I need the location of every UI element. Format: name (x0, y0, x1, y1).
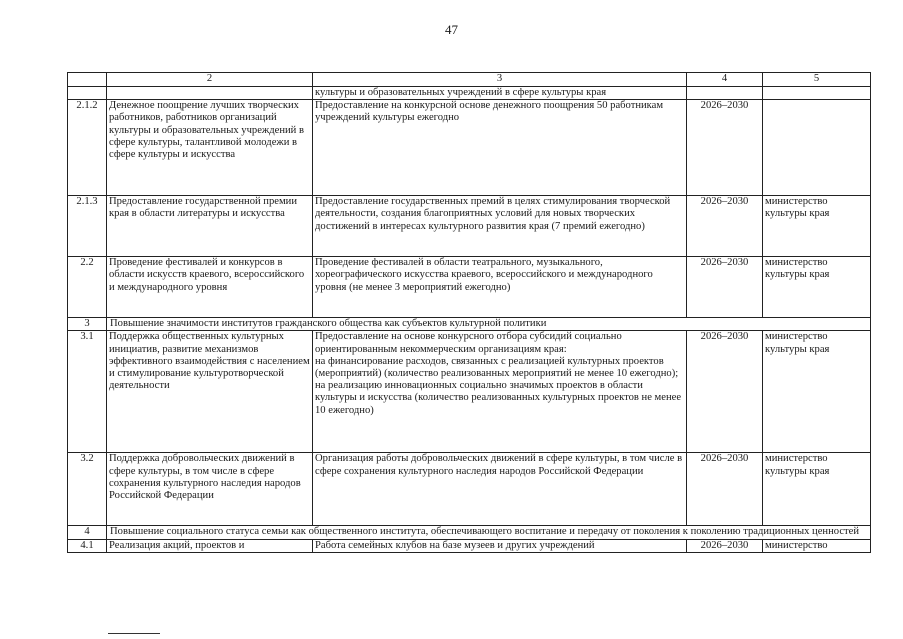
measure-description (313, 331, 687, 453)
table-header-row (68, 73, 871, 87)
section-title: Повышение значимости институтов гражданского общества как субъектов культурной политики (107, 318, 871, 331)
measure-period: 2026–2030 (687, 196, 763, 257)
measure-responsible: министерство культуры края (763, 453, 871, 526)
measure-name: Реализация акций, проектов и (107, 539, 313, 552)
measure-description: Работа семейных клубов на базе музеев и других учреждений (313, 539, 687, 552)
header-cell-1 (68, 73, 107, 87)
measure-name: Поддержка добровольческих движений в сфере культуры, в том числе в сфере сохранения культурного наследия народов Российской Федерации (107, 453, 313, 526)
measure-responsible: министерство (763, 539, 871, 552)
description-line: на финансирование расходов, связанных с реализацией культурных проектов (мероприятий) (количество реализованных мероприятий не менее 10 ежегодно); (315, 355, 679, 380)
continuation-row (68, 87, 871, 100)
section-number: 4 (68, 526, 107, 539)
measure-description: Проведение фестивалей в области театрального, музыкального, хореографического искусства краевого, всероссийского и международного уровня (не менее 3 мероприятий ежегодно) (313, 257, 687, 318)
measure-name: Денежное поощрение лучших творческих работников, работников организаций культуры и образовательных учреждений в сфере культуры, талантливой молодежи в сфере культуры и искусства (107, 100, 313, 196)
measure-period: 2026–2030 (687, 539, 763, 552)
row-number: 4.1 (68, 539, 107, 552)
row-number: 2.2 (68, 257, 107, 318)
measure-name: Проведение фестивалей и конкурсов в области искусств краевого, всероссийского и международного уровня (107, 257, 313, 318)
section-row (68, 318, 871, 331)
header-cell-3: 3 (313, 73, 687, 87)
table-row (68, 100, 871, 196)
section-number: 3 (68, 318, 107, 331)
header-cell-2: 2 (107, 73, 313, 87)
measure-responsible: министерство культуры края (763, 257, 871, 318)
measure-description: Предоставление государственных премий в целях стимулирования творческой деятельности, создания благоприятных условий для новых творческих достижений в интересах культурного развития края (7 премий ежегодно) (313, 196, 687, 257)
measure-period: 2026–2030 (687, 100, 763, 196)
table-row (68, 331, 871, 453)
table-row (68, 453, 871, 526)
measure-period: 2026–2030 (687, 331, 763, 453)
footer-rule (108, 633, 160, 634)
row-number: 2.1.3 (68, 196, 107, 257)
measures-table (67, 72, 871, 553)
continuation-text: культуры и образовательных учреждений в сфере культуры края (313, 87, 687, 100)
table-row (68, 539, 871, 552)
table-row (68, 196, 871, 257)
measure-description: Организация работы добровольческих движений в сфере культуры, в том числе в сфере сохранения культурного наследия народов Российской Федерации (313, 453, 687, 526)
measure-responsible: министерство культуры края (763, 196, 871, 257)
table-row (68, 257, 871, 318)
header-cell-5: 5 (763, 73, 871, 87)
measure-name: Предоставление государственной премии края в области литературы и искусства (107, 196, 313, 257)
section-title: Повышение социального статуса семьи как общественного института, обеспечивающего воспитание и передачу от поколения к поколению традиционных ценностей (107, 526, 871, 539)
header-cell-4: 4 (687, 73, 763, 87)
row-number: 2.1.2 (68, 100, 107, 196)
description-line: Предоставление на основе конкурсного отбора субсидий социально ориентированным некоммерческим организациям края: (315, 331, 622, 355)
description-line: на реализацию инновационных социально значимых проектов в области культуры и искусства (количество реализованных культурных проектов не менее 10 ежегодно) (315, 380, 682, 416)
row-number: 3.2 (68, 453, 107, 526)
measure-period: 2026–2030 (687, 257, 763, 318)
measure-responsible: министерство культуры края (763, 331, 871, 453)
measure-responsible (763, 100, 871, 196)
measure-description: Предоставление на конкурсной основе денежного поощрения 50 работникам учреждений культуры ежегодно (313, 100, 687, 196)
page-number: 47 (445, 22, 458, 37)
row-number: 3.1 (68, 331, 107, 453)
section-row (68, 526, 871, 539)
measure-name: Поддержка общественных культурных инициатив, развитие механизмов эффективного взаимодействия с населением и стимулирование культуротворческой деятельности (107, 331, 313, 453)
measure-period: 2026–2030 (687, 453, 763, 526)
